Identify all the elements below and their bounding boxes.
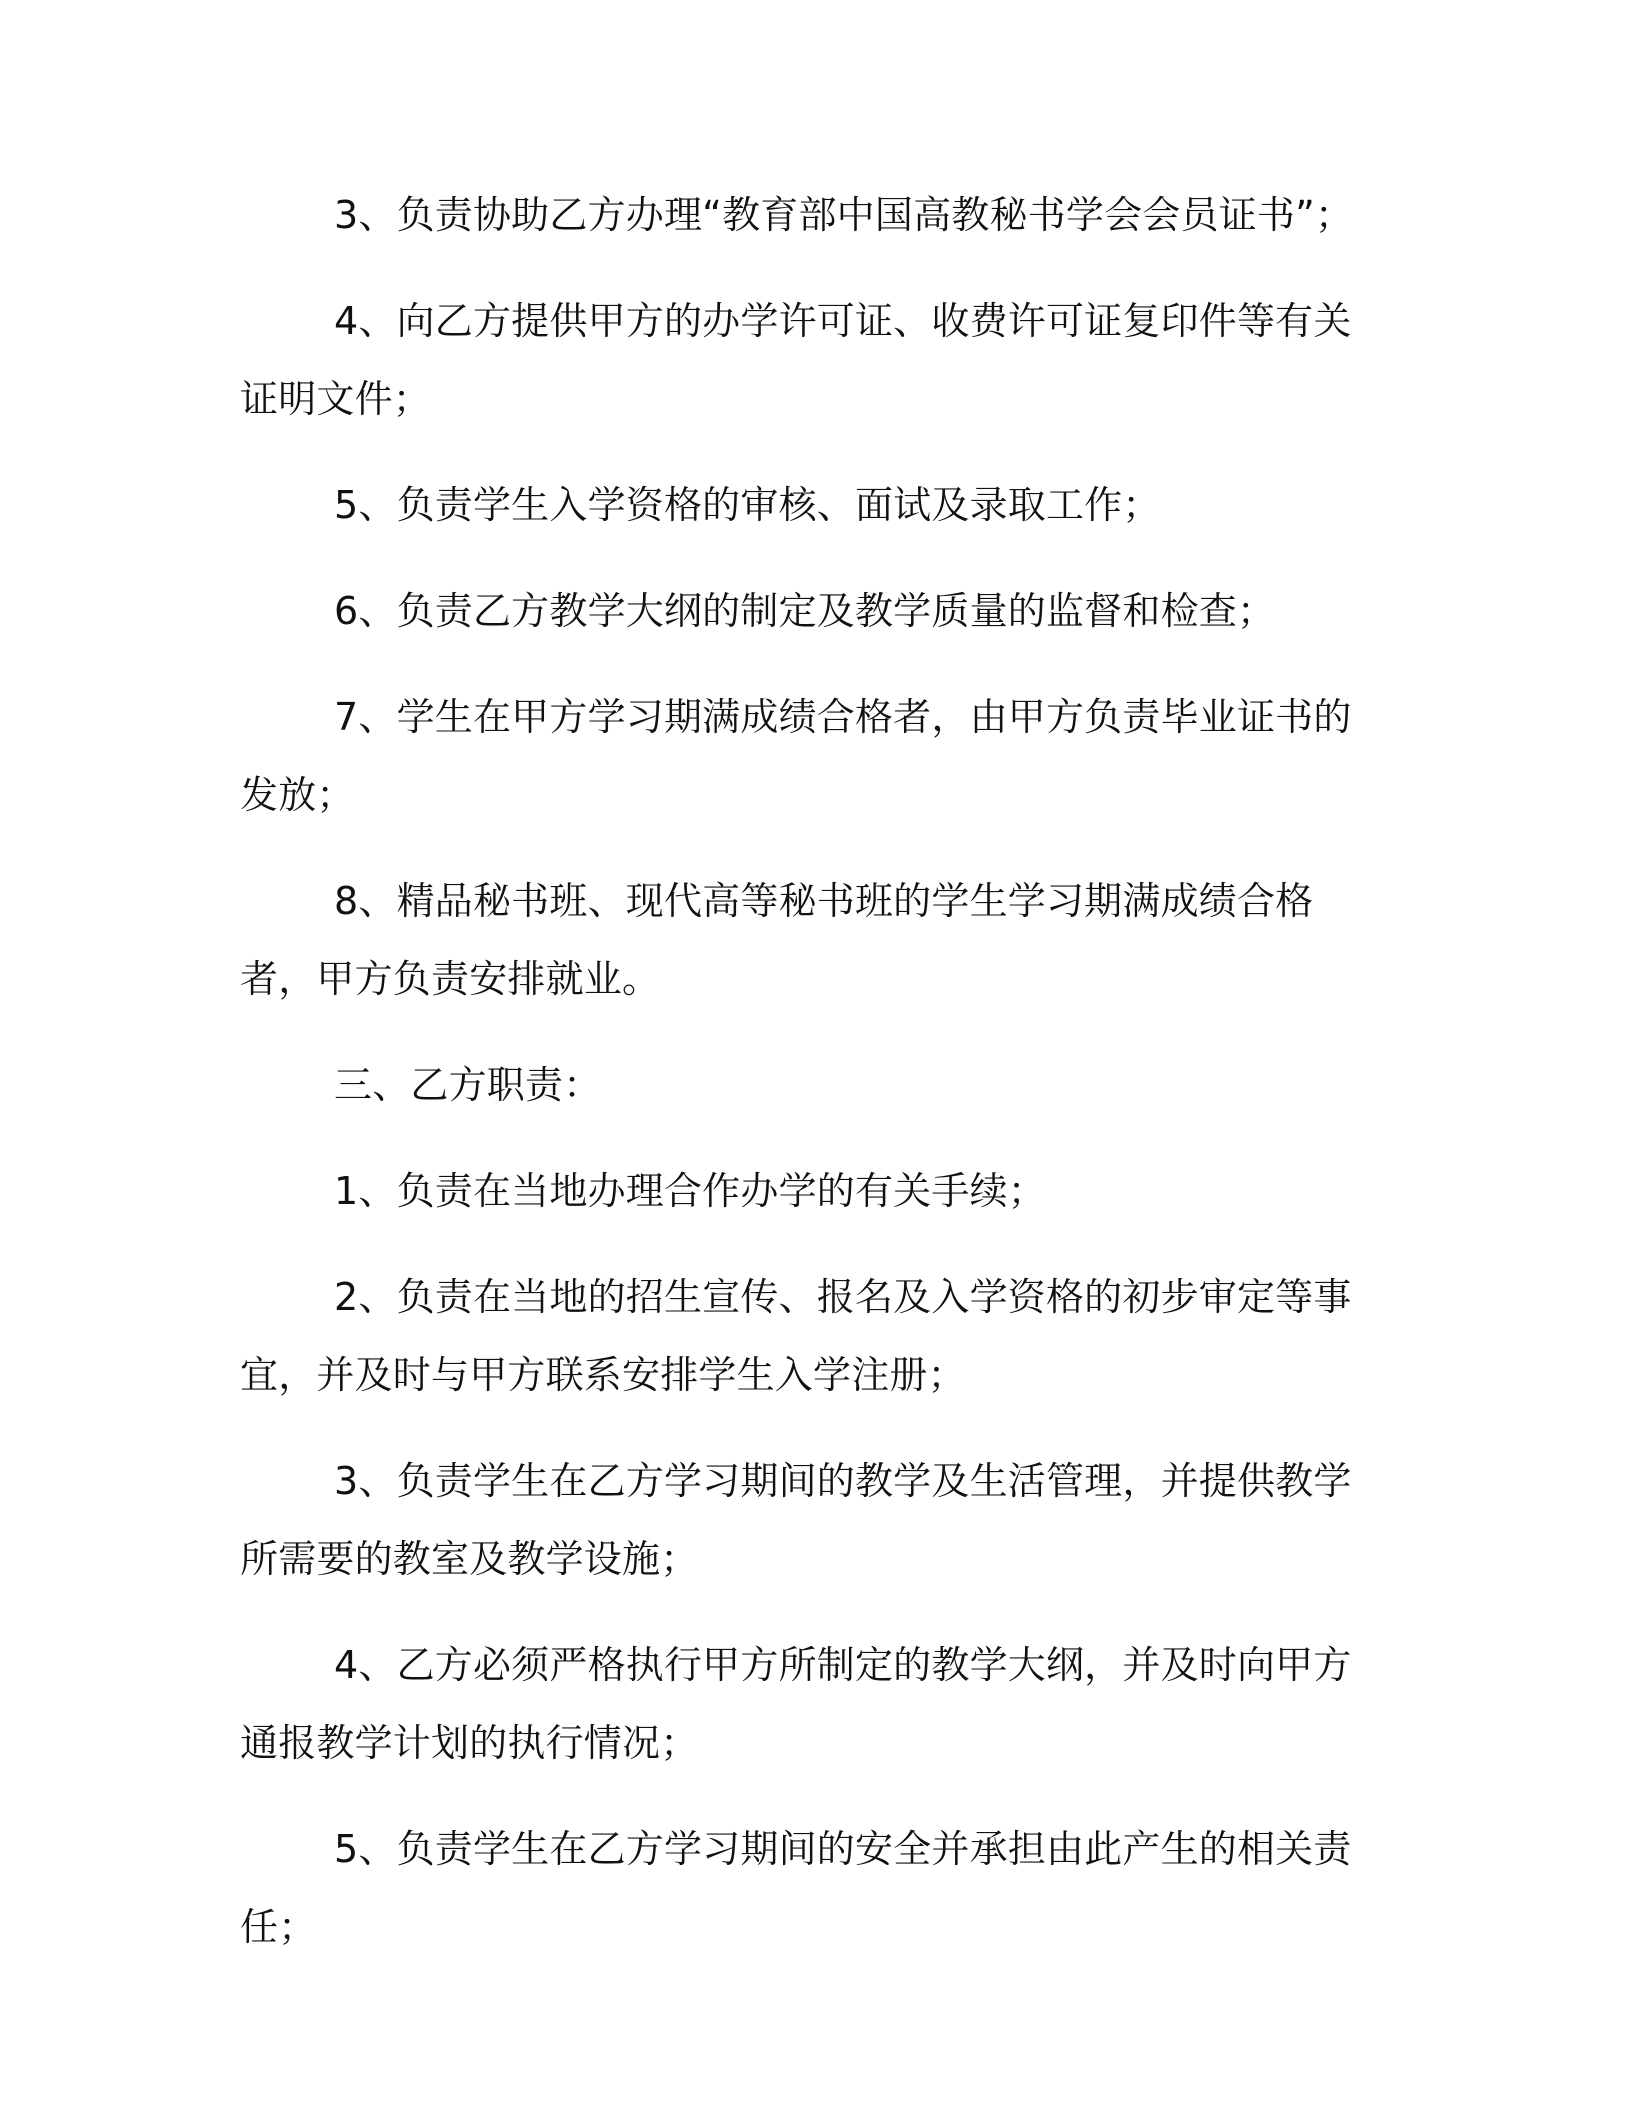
paragraph-party-b-item-4: 4、乙方必须严格执行甲方所制定的教学大纲，并及时向甲方通报教学计划的执行情况； — [240, 1643, 1352, 1765]
paragraph-party-a-item-7: 7、学生在甲方学习期满成绩合格者，由甲方负责毕业证书的发放； — [240, 695, 1352, 817]
section-heading-party-b-duties: 三、乙方职责： — [334, 1063, 602, 1107]
paragraph-party-a-item-5: 5、负责学生入学资格的审核、面试及录取工作； — [334, 483, 1161, 527]
paragraph-party-b-item-2: 2、负责在当地的招生宣传、报名及入学资格的初步审定等事宜，并及时与甲方联系安排学生入学注册； — [240, 1275, 1352, 1397]
paragraph-party-a-item-8: 8、精品秘书班、现代高等秘书班的学生学习期满成绩合格者，甲方负责安排就业。 — [240, 879, 1314, 1001]
paragraph-party-a-item-3: 3、负责协助乙方办理“教育部中国高教秘书学会会员证书”； — [334, 193, 1354, 237]
paragraph-party-b-item-1: 1、负责在当地办理合作办学的有关手续； — [334, 1169, 1046, 1213]
document-body — [240, 176, 1364, 1994]
paragraph-party-b-item-5: 5、负责学生在乙方学习期间的安全并承担由此产生的相关责任； — [240, 1827, 1352, 1949]
paragraph-party-a-item-4: 4、向乙方提供甲方的办学许可证、收费许可证复印件等有关证明文件； — [240, 299, 1352, 421]
paragraph-party-b-item-3: 3、负责学生在乙方学习期间的教学及生活管理，并提供教学所需要的教室及教学设施； — [240, 1459, 1352, 1581]
paragraph-party-a-item-6: 6、负责乙方教学大纲的制定及教学质量的监督和检查； — [334, 589, 1276, 633]
